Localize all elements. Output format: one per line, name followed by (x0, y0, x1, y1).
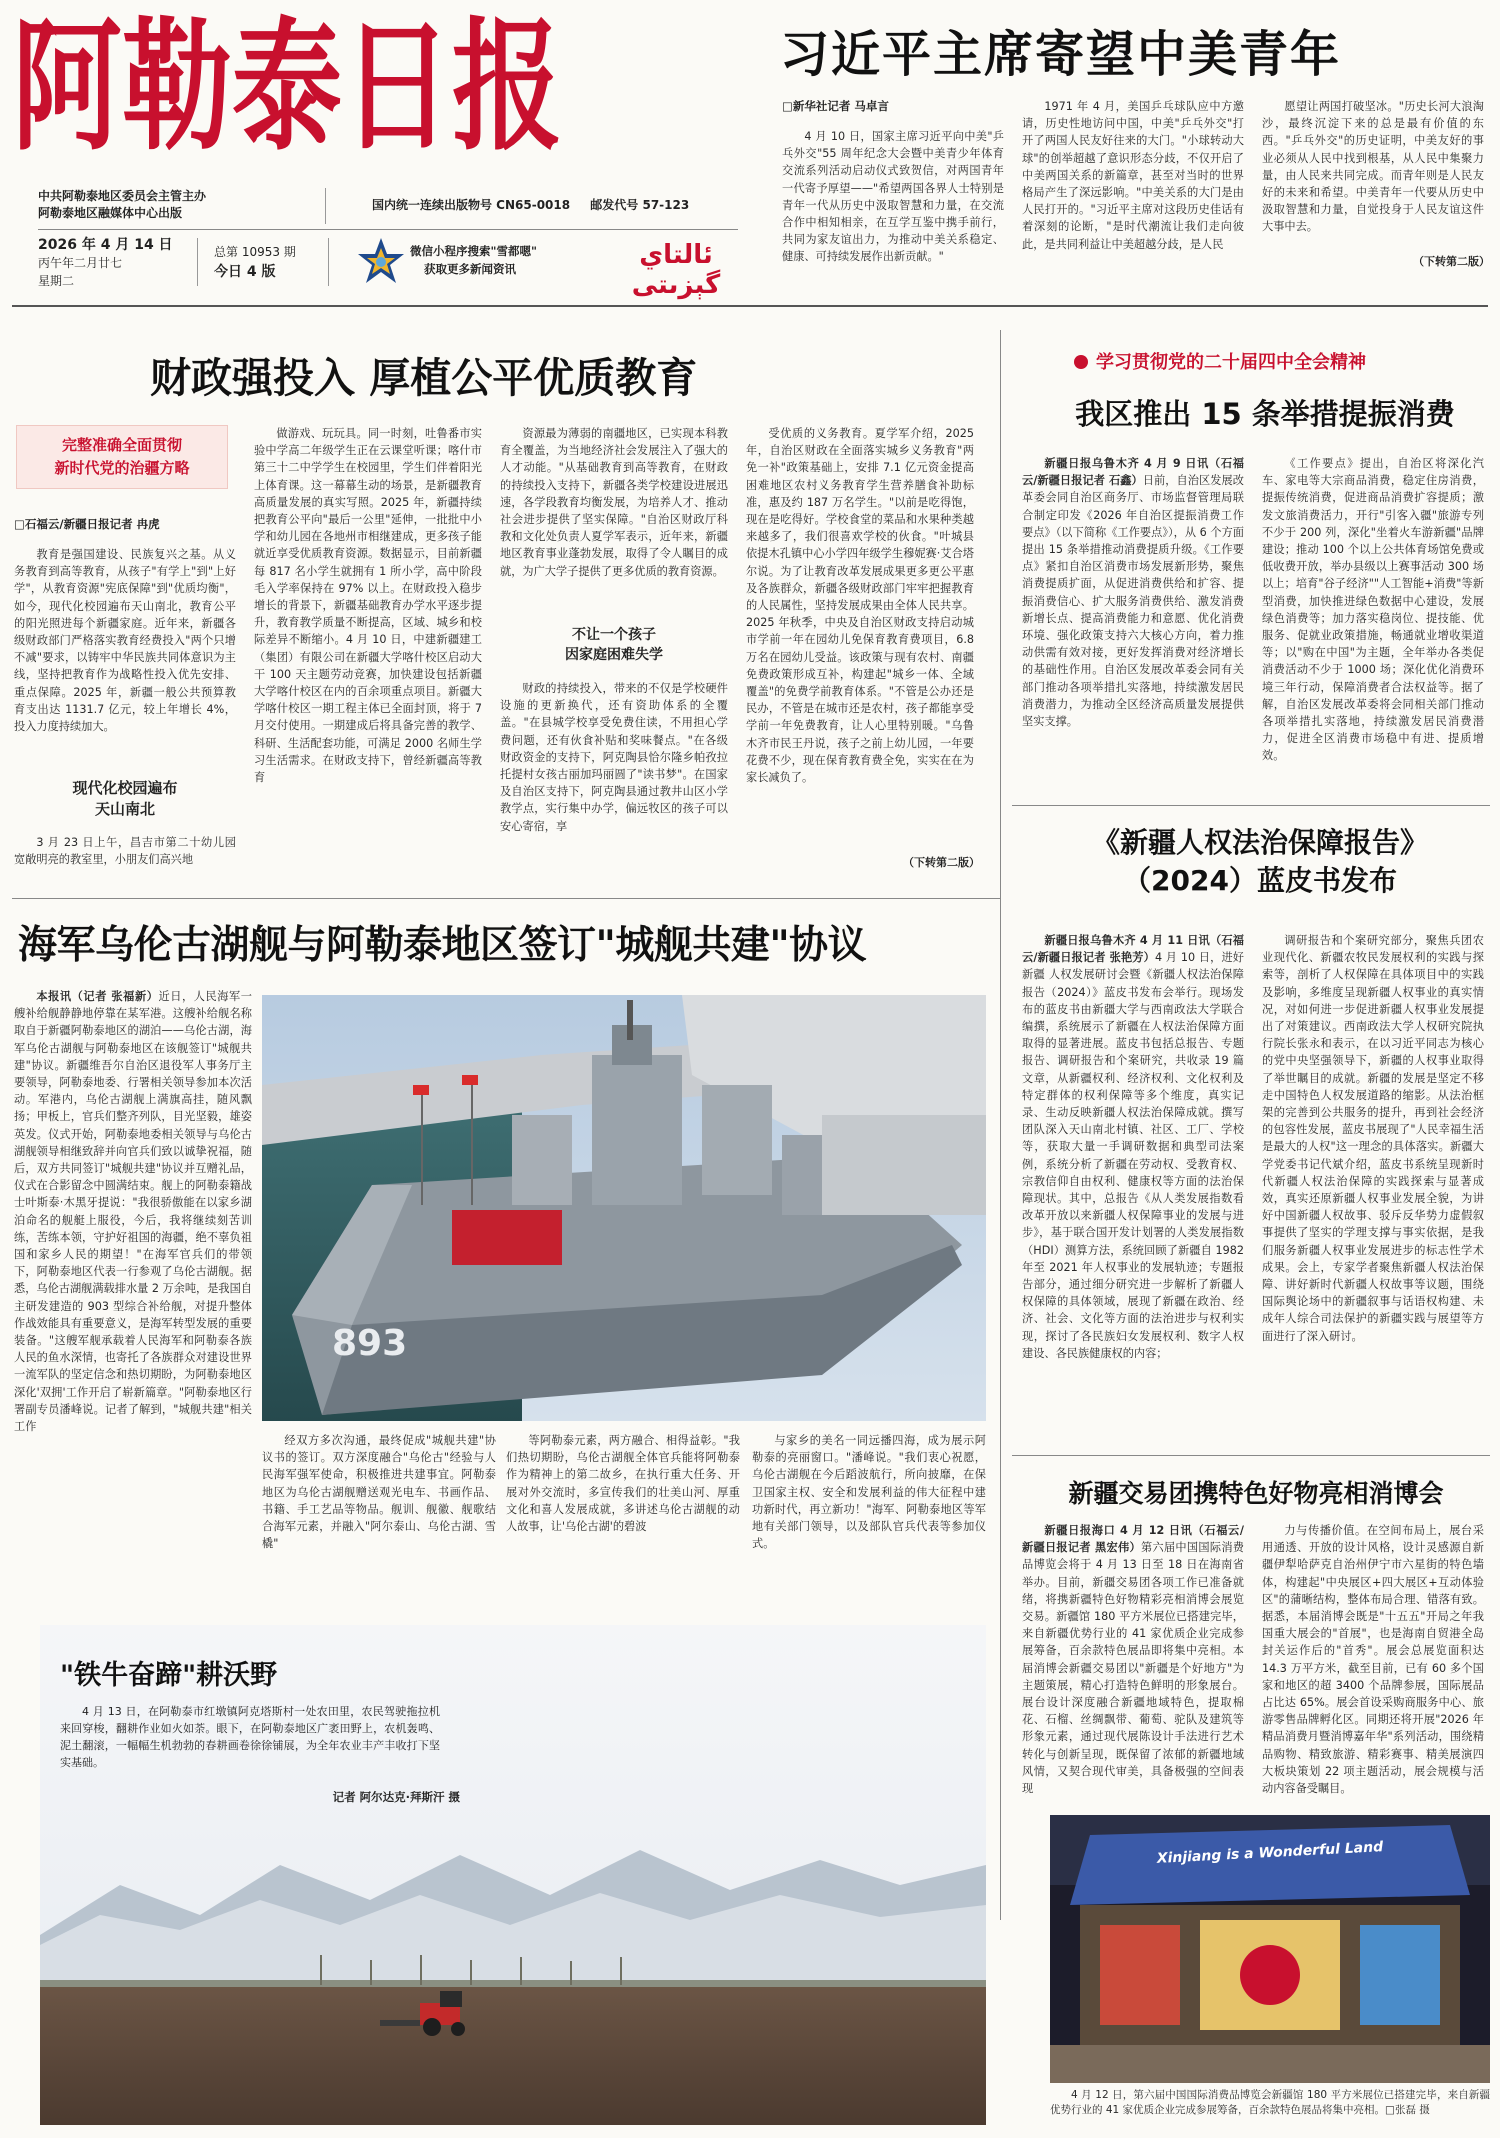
sponsor-line-2: 阿勒泰地区融媒体中心出版 (38, 206, 183, 220)
lead-col-1 (782, 128, 1004, 268)
lead-headline: 习近平主席寄望中美青年 (780, 26, 1342, 83)
navy-col-2 (262, 1432, 496, 1564)
consume-banner-text: 学习贯彻党的二十届四中全会精神 (1096, 352, 1366, 373)
consume-text-1: 日前，自治区发展改革委会同自治区商务厅、市场监督管理局联合制定印发《2026 年自治区提振消费工作要点》（以下简称《工作要点》），从 6 个方面提出 15 条举措推动消费提质升级。《工作要点》紧扣自治区消费市场发展新形势，聚焦消费提质扩面，从促进消费供给和扩容、提振消费信心、扩大服务消费供给、激发消费新增长点、提高消费能力和意愿、优化消费环境、强化政策支持六大核心方向，着力推动供需有效对接，更好发挥消费对经济增长的基础性作用。自治区发展改革委会同有关部门推动各项举措扎实落地，持续激发居民消费潜力，为推动全区经济高质量发展提供坚实支撑。 (1022, 474, 1244, 729)
edu-text-4: 受优质的义务教育。夏学军介绍，2025 年，自治区财政在全面落实城乡义务教育"两免一补"政策基础上，安排 7.1 亿元资金提高困难地区农村义务教育学生营养膳食补助标准，惠及约 187 万名学生。"以前是吃得饱，现在是吃得好。学校食堂的菜品和水果种类越来越多了，我们很喜欢学校的伙食。"叶城县依提木孔镇中心小学四年级学生穆妮赛·艾合塔尔说。为了让教育改革发展成果更多更公平惠及各族群众，新疆各级财政部门牢牢把握教育的人民属性，坚持发展成果由全体人民共享。2025 年秋季，中央及自治区财政支持启动城市学前一年在园幼儿免保育教育费项目，6.8 万名在园幼儿受益。该政策与现有农村、南疆免费政策形成互补，构建起"城乡一体、全域覆盖"的免费学前教育体系。"不管是公办还是民办，不管是在城市还是农村，孩子都能享受学前一年免费教育，让人心里特别暖。"乌鲁木齐市民王丹说，孩子之前上幼儿园，一年要花费不少，现在保育教育费全免，实实在在为家长减负了。 (746, 427, 974, 785)
navy-ship-photo (262, 995, 986, 1421)
edu-col-1 (14, 546, 236, 758)
edu-text-2: 做游戏、玩玩具。同一时刻，吐鲁番市实验中学高二年级学生正在云课堂听课；喀什市第三十二中学学生在校园里，学生们伴着阳光上体育课。这一幕幕生动的场景，是新疆教育高质量发展的真实写照。2025 年，新疆持续把教育公平向"最后一公里"延伸，一批批中小学和幼儿园在各地州市相继建成，更多孩子能就近享受优质教育资源。数据显示，目前新疆每 817 名小学生就拥有 1 所小学，高中阶段毛入学率保持在 97% 以上。在财政投入稳步增长的背景下，新疆基础教育办学水平逐步提升，教育教学质量不断提高，区域、城乡和校际差异不断缩小。4 月 10 日，中建新疆建工（集团）有限公司在新疆大学喀什校区启动大干 100 天主题劳动竞赛，加快建设包括新疆大学喀什校区在内的百余项重点项目。新疆大学喀什校区一期工程主体已全面封顶，将于 7 月交付使用。一期建成后将具备完善的教学、科研、生活配套功能，可满足 2000 名师生学习生活需求。在财政支持下，曾经新疆高等教育 (254, 427, 482, 785)
edu-col-3b (500, 680, 728, 870)
edu-text-3b: 财政的持续投入，带来的不仅是学校硬件设施的更新换代，还有资助体系的全覆盖。"在县城学校享受免费住读，不用担心学费问题，还有伙食补贴和奖味餐点。"在各级财政资金的支持下，阿克陶县恰尔隆乡帕孜拉托提村女孩古丽加玛丽圆了"读书梦"。在国家及自治区支持下，阿克陶县通过教井山区小学教学点，实行集中办学，偏远牧区的孩子可以安心寄宿，享 (500, 682, 728, 833)
lunar-date: 丙午年二月廿七 (38, 256, 123, 270)
report-title-2: （2024）蓝皮书发布 (1123, 864, 1397, 897)
edu-tag-line-1: 完整准确全面贯彻 (61, 436, 182, 454)
consume-text-2: 《工作要点》提出，自治区将深化汽车、家电等大宗商品消费，稳定住房消费，提振传统消费，促进商品消费扩容提质；激发文旅消费活力，开行"引客入疆"旅游专列不少于 200 列，深化"坐着火车游新疆"品牌建设；推动 100 个以上公共体育场馆免费或低收费开放，举办县级以上赛事活动 300 场以上；培育"谷子经济""人工智能+消费"等新型消费，加快推进绿色数据中心建设，发展绿色消费等；加力落实稳岗位、提技能、优服务、促就业政策措施，畅通就业增收渠道等；以"购在中国"为主题，全年举办各类促消费活动不少于 1000 场；深化优化消费环境三年行动，保障消费者合法权益等。据了解，自治区发展改革委将会同相关部门推动各项举措扎实落地，持续激发居民消费潜力，促进全区消费市场稳中有进、提质增效。 (1262, 457, 1484, 763)
navy-col-4 (752, 1432, 986, 1564)
page-count: 今日 4 版 (214, 264, 276, 280)
report-text-1: 4 月 10 日，进好新疆 人权发展研讨会暨《新疆人权法治保障报告（2024）》蓝皮书发布会举行。现场发布的蓝皮书由新疆大学与西南政法大学联合编撰，系统展示了新疆在人权法治保障方面取得的显著进展。蓝皮书包括总报告、专题报告、调研报告和个案研究，共收录 19 篇文章，从新疆权利、经济权利、文化权利及特定群体的权利保障等多个维度，真实记录、生动反映新疆人权法治保障成就。撰写团队深入天山南北村镇、社区、工厂、学校等，获取大量一手调研数据和典型司法案例，系统分析了新疆在劳动权、受教育权、宗教信仰自由权利、健康权等方面的法治保障现状。其中，总报告《从人类发展指数看改革开放以来新疆人权保障事业的发展与进步》，基于联合国开发计划署的人类发展指数（HDI）测算方法，系统回顾了新疆自 1982 年至 2021 年人权事业的发展轨迹；专题报告部分，通过细分研究进一步解析了新疆人权保障的具体领域，展现了新疆在政治、经济、社会、文化等方面的法治进步与权利实现，探讨了各民族妇女发展权利、数字人权建设、各民族健康权的内容； (1022, 951, 1244, 1360)
edu-byline: □石福云/新疆日报记者 冉虎 (14, 517, 160, 531)
trade-photo-caption (1050, 2088, 1490, 2132)
ship-illustration (262, 995, 986, 1421)
svg-text:893: 893 (332, 1323, 408, 1364)
consume-headline: 我区推出 15 条举措提振消费 (1075, 397, 1455, 431)
red-dot-icon (1074, 355, 1088, 369)
report-title-1: 《新疆人权法治保障报告》 (1091, 826, 1428, 859)
consume-lead: 新疆日报乌鲁木齐 4 月 9 日讯（石福云/新疆日报记者 石鑫） (1022, 457, 1244, 488)
lead-col-2 (1022, 98, 1244, 268)
report-headline (1030, 824, 1490, 900)
wechat-promo (410, 242, 610, 278)
edu-col-4 (746, 425, 974, 855)
cn-number: 国内统一连续出版物号 CN65-0018 (372, 198, 571, 212)
publication-codes (372, 196, 772, 213)
farming-caption (60, 1703, 440, 1771)
expo-sign-text: Xinjiang is a Wonderful Land (1156, 1839, 1384, 1867)
trade-lead: 新疆日报海口 4 月 12 日讯（石福云/新疆日报记者 黑宏伟） (1022, 1524, 1244, 1555)
edu-text-1: 教育是强国建设、民族复兴之基。从义务教育到高等教育，从孩子"有学上"到"上好学"，从教育资源"宪底保障"到"优质均衡"，如今，现代化校园遍布天山南北，教育公平的阳光照进每个新疆家庭。近年来，新疆各级财政部门严格落实教育经费投入"两个只增不减"要求，以铸牢中华民族共同体意识为主线，坚持把教育作为战略性投入优先安排、重点保障。2025 年，新疆一般公共预算教育支出达 1131.7 亿元，较上年增长 4%，投入力度持续加大。 (14, 548, 236, 734)
edu-continued: （下转第二版） (903, 856, 980, 869)
masthead-logo (12, 4, 572, 170)
navy-text-2: 经双方多次沟通，最终促成"城舰共建"协议书的签订。双方深度融合"乌伦古"经验与人民海军强军使命，积极推进共建事宜。阿勒泰地区为乌伦古湖舰赠送观光电车、书画作品、书籍、手工艺品等物品。舰训、舰徽、舰歌结合海军元素，并融入"阿尔泰山、乌伦古湖、雪橇" (262, 1434, 496, 1551)
navy-headline: 海军乌伦古湖舰与阿勒泰地区签订"城舰共建"协议 (18, 923, 867, 968)
trade-text-2: 力与传播价值。在空间布局上，展台采用通透、开放的设计风格，设计灵感源自新疆伊犁哈萨克自治州伊宁市六星街的特色墙体，构建起"中央展区+四大展区+互动体验区"的蒲晰结构，整体布局合理、错落有致。据悉，本届消博会既是"十五五"开局之年我国重大展会的"首展"，也是海南自贸港全岛封关运作后的"首秀"。展会总展览面积达 14.3 万平方米，截至目前，已有 60 多个国家和地区的超 3400 个品牌参展，国际展品占比达 65%。展会首设采购商服务中心、旅游零售品牌孵化区。同期还将开展"2026 年精品消费月暨消博嘉年华"系列活动，围绕精品购物、精致旅游、精彩赛事、精美展演四大板块策划 22 项主题活动，展会规模与活动内容备受瞩目。 (1262, 1524, 1484, 1796)
edu-subhead-1: 现代化校园遍布 天山南北 (72, 779, 178, 818)
lead-byline: □新华社记者 马卓言 (782, 99, 889, 113)
wechat-line-2: 获取更多新闻资讯 (424, 262, 516, 276)
trade-caption-text: 4 月 12 日，第六届中国国际消费品博览会新疆馆 180 平方米展位已搭建完毕，来自新疆优势行业的 41 家优质企业完成参展筹备，百余款特色展品将集中亮相。□张磊 摄 (1050, 2089, 1490, 2116)
edu-tag-box (16, 425, 228, 489)
report-lead: 新疆日报乌鲁木齐 4 月 11 日讯（石福云/新疆日报记者 张艳芳） (1022, 934, 1244, 965)
trade-text-1: 第六届中国国际消费品博览会将于 4 月 13 日至 18 日在海南省举办。目前，新疆交易团各项工作已准备就绪，将携新疆特色好物精彩亮相消博会展览交易。新疆馆 180 平方米展位已搭建完毕，来自新疆优势行业的 41 家优质企业完成参展筹备，百余款特色展品即将集中亮相。本届消博会新疆交易团以"新疆是个好地方"为主题策展，精心打造特色鲜明的形象展台。展台设计深度融合新疆地域特色，提取棉花、石榴、丝绸飘带、葡萄、驼队及建筑等形象元素，通过现代展陈设计手法进行艺术转化与创新呈现，既保留了浓郁的新疆地域风情，又契合现代审美，具备极强的空间表现 (1022, 1541, 1244, 1796)
navy-text-4: 与家乡的美名一同远播四海，成为展示阿勒泰的亮丽窗口。"潘峰说。"我们衷心祝愿，乌伦古湖舰在今后蹈波航行，所向披靡，在保卫国家主权、安全和发展利益的伟大征程中建功新时代，再立新功！"海军、阿勒泰地区等军地有关部门领导，以及部队官兵代表等参加仪式。 (752, 1434, 986, 1551)
uyghur-name: ئالتاي گېزىتى (631, 240, 721, 300)
edu-text-3: 资源最为薄弱的南疆地区，已实现本科教育全覆盖，为当地经济社会发展注入了强大的人才动能。"从基础教育到高等教育，在财政的持续投入支持下，新疆各类学校建设进展迅速，各学段教育均衡发展，为培养人才、推动社会进步提供了坚实保障。"自治区财政厅科教和文化处负责人夏学军表示，近年来，新疆地区教育事业蓬勃发展，取得了令人瞩目的成就，为广大学子提供了更多优质的教育资源。 (500, 427, 728, 578)
farming-credit: 记者 阿尔达克·拜斯汗 摄 (332, 1790, 460, 1804)
issue-block (214, 242, 324, 282)
lead-col-3 (1262, 98, 1484, 250)
navy-text-1: 近日，人民海军一艘补给舰静静地停靠在某军港。这艘补给舰名称取自于新疆阿勒泰地区的湖泊——乌伦古湖，海军乌伦古湖舰与阿勒泰地区在该舰签订"城舰共建"协议。新疆维吾尔自治区退役军人事务厅主要领导，阿勒泰地委、行署相关领导参加本次活动。军港内，乌伦古湖舰上满旗高挂，随风飘扬；甲板上，官兵们整齐列队，目光坚毅，雄姿英发。仪式开始，阿勒泰地委相关领导与乌伦古湖舰领导相继致辞并向官兵们致以诚挚祝福，随后，双方共同签订"城舰共建"协议并互赠礼品，仪式在合影留念中圆满结束。舰上的阿勒泰籍战士叶斯泰·木黑牙提说："我很骄傲能在以家乡湖泊命名的舰艇上服役，今后，我将继续刻苦训练，苦练本领，守护好祖国的海疆，绝不辜负祖国和家乡人民的期望！"在海军官兵们的带领下，阿勒泰地区代表一行参观了乌伦古湖舰。据悉，乌伦古湖舰满载排水量 2 万余吨，是我国自主研发建造的 903 型综合补给舰，对提升整体作战效能具有重要意义，是海军转型发展的重要装备。"这艘军舰承载着人民海军和阿勒泰各族人民的鱼水深情，也寄托了各族群众对建设世界一流军队的坚定信念和热切期盼，为阿勒泰地区深化'双拥'工作开启了崭新篇章。"阿勒泰地区行署副专员潘峰说。记者了解到，"城舰共建"相关工作 (14, 990, 252, 1434)
trade-headline: 新疆交易团携特色好物亮相消博会 (1068, 1479, 1444, 1508)
lead-continued: （下转第二版） (1413, 255, 1490, 268)
edu-subhead-2: 不让一个孩子 因家庭困难失学 (565, 627, 663, 663)
trade-expo-photo (1050, 1815, 1490, 2083)
navy-col-3 (506, 1432, 740, 1564)
sponsor-block (38, 188, 328, 222)
consume-col-1 (1022, 455, 1244, 785)
lead-text-2: 1971 年 4 月，美国乒乓球队应中方邀请，历史性地访问中国，中美"乒乓外交"打开了两国人民友好往来的大门。"小球转动大球"的创举超越了意识形态分歧，不仅开启了中美两国关系的新篇章，甚至对当时的世界格局产生了深远影响。"中美关系的大门是由人民打开的。"习近平主席对这段历史佳话有着深刻的论断，"是时代潮流让我们走向彼此，是共同利益让中美超越分歧，是人民 (1022, 100, 1244, 251)
edu-headline: 财政强投入 厚植公平优质教育 (150, 354, 698, 402)
wechat-line-1: 微信小程序搜索"雪都嗯" (410, 244, 537, 258)
edu-col-3 (500, 425, 728, 630)
edu-col-2 (254, 425, 482, 870)
farming-title: "铁牛奋蹄"耕沃野 (60, 1660, 278, 1691)
edu-col-1b (14, 834, 236, 870)
date-block (38, 236, 198, 290)
report-col-2 (1262, 932, 1484, 1432)
edu-text-1b: 3 月 23 日上午，昌吉市第二十幼儿园宽敞明亮的教室里，小朋友们高兴地 (14, 836, 236, 867)
issue-number: 总第 10953 期 (214, 245, 296, 259)
issue-date: 2026 年 4 月 14 日 (38, 237, 173, 253)
report-col-1 (1022, 932, 1244, 1440)
wechat-logo-icon (356, 236, 406, 286)
navy-col-1 (14, 988, 252, 1564)
navy-text-3: 等阿勒泰元素，两方融合、相得益彰。"我们热切期盼，乌伦古湖舰全体官兵能将阿勒泰作为精神上的第二故乡，在执行重大任务、开展对外交流时，多宣传我们的壮美山河、厚重文化和喜人发展成就，多讲述乌伦古湖舰的动人故事，让'乌伦古湖'的碧波 (506, 1434, 740, 1534)
lead-text-3: 愿望让两国打破坚冰。"历史长河大浪淘沙，最终沉淀下来的总是最有价值的东西。"乒乓外交"的历史证明，中美友好的事业必须从人民中找到根基，从人民中集聚力量，由人民来共同完成。而青年则是人民友好的未来和希望。中美青年一代要从历史中汲取智慧和力量，自觉投身于人民友谊这件大事中去。 (1262, 100, 1484, 234)
farming-photo (40, 1625, 986, 2125)
trade-col-1 (1022, 1522, 1244, 1804)
lead-text-1: 4 月 10 日，国家主席习近平向中美"乒乓外交"55 周年纪念大会暨中美青少年体育交流系列活动启动仪式致贺信，对两国青年一代寄予厚望——"希望两国各界人士特别是青年一代从历史中汲取智慧和力量，在交流合作中相知相亲，在互学互鉴中携手前行，共同为家友谊出力，为推动中美关系稳定、健康、可持续发展作出新贡献。" (782, 130, 1004, 264)
weekday: 星期二 (38, 274, 75, 288)
consume-col-2 (1262, 455, 1484, 785)
trade-col-2 (1262, 1522, 1484, 1804)
sponsor-line-1: 中共阿勒泰地区委员会主管主办 (38, 189, 207, 203)
navy-byline: 本报讯（记者 张福新） (36, 990, 159, 1003)
farming-illustration (40, 1625, 986, 2125)
masthead-name: 阿勒泰日报 (12, 4, 562, 170)
edu-tag-line-2: 新时代党的治疆方略 (54, 459, 190, 477)
report-text-2: 调研报告和个案研究部分，聚焦兵团农业现代化、新疆农牧民发展权利的实践与探索等，剖析了人权保障在具体项目中的实践及影响，多维度呈现新疆人权事业的真实情况，对如何进一步促进新疆人权事业发展提出了对策建议。西南政法大学人权研究院执行院长张永和表示，在以习近平同志为核心的党中央坚强领导下，新疆的人权事业取得了举世瞩目的成就。新疆的发展是坚定不移走中国特色人权发展道路的缩影。从法治框架的完善到公共服务的提升，再到社会经济的包容性发展，蓝皮书展现了"人民幸福生活是最大的人权"这一理念的具体落实。新疆大学党委书记代斌介绍，蓝皮书系统呈现新时代新疆人权法治保障的实践探索与显著成效，真实还原新疆人权事业发展全貌，为讲好中国新疆人权故事、驳斥反华势力虚假叙事提供了坚实的学理支撑与事实依据，是我们服务新疆人权事业发展进步的标志性学术成果。会上，专家学者聚焦新疆人权法治保障、讲好新时代新疆人权故事等议题，围绕国际舆论场中的新疆叙事与话语权构建、未成年人综合司法保护的新疆实践与展望等方面进行了深入研讨。 (1262, 934, 1484, 1343)
postal-code: 邮发代号 57-123 (590, 198, 690, 212)
consume-banner (1074, 348, 1494, 374)
masthead-logo-art (12, 4, 572, 170)
farming-caption-text: 4 月 13 日，在阿勒泰市红墩镇阿克塔斯村一处农田里，农民驾驶拖拉机来回穿梭，翻耕作业如火如荼。眼下，在阿勒泰地区广袤田野上，农机轰鸣、泥土翻滚，一幅幅生机勃勃的春耕画卷徐徐铺展，为全年农业丰产丰收打下坚实基础。 (60, 1705, 440, 1769)
